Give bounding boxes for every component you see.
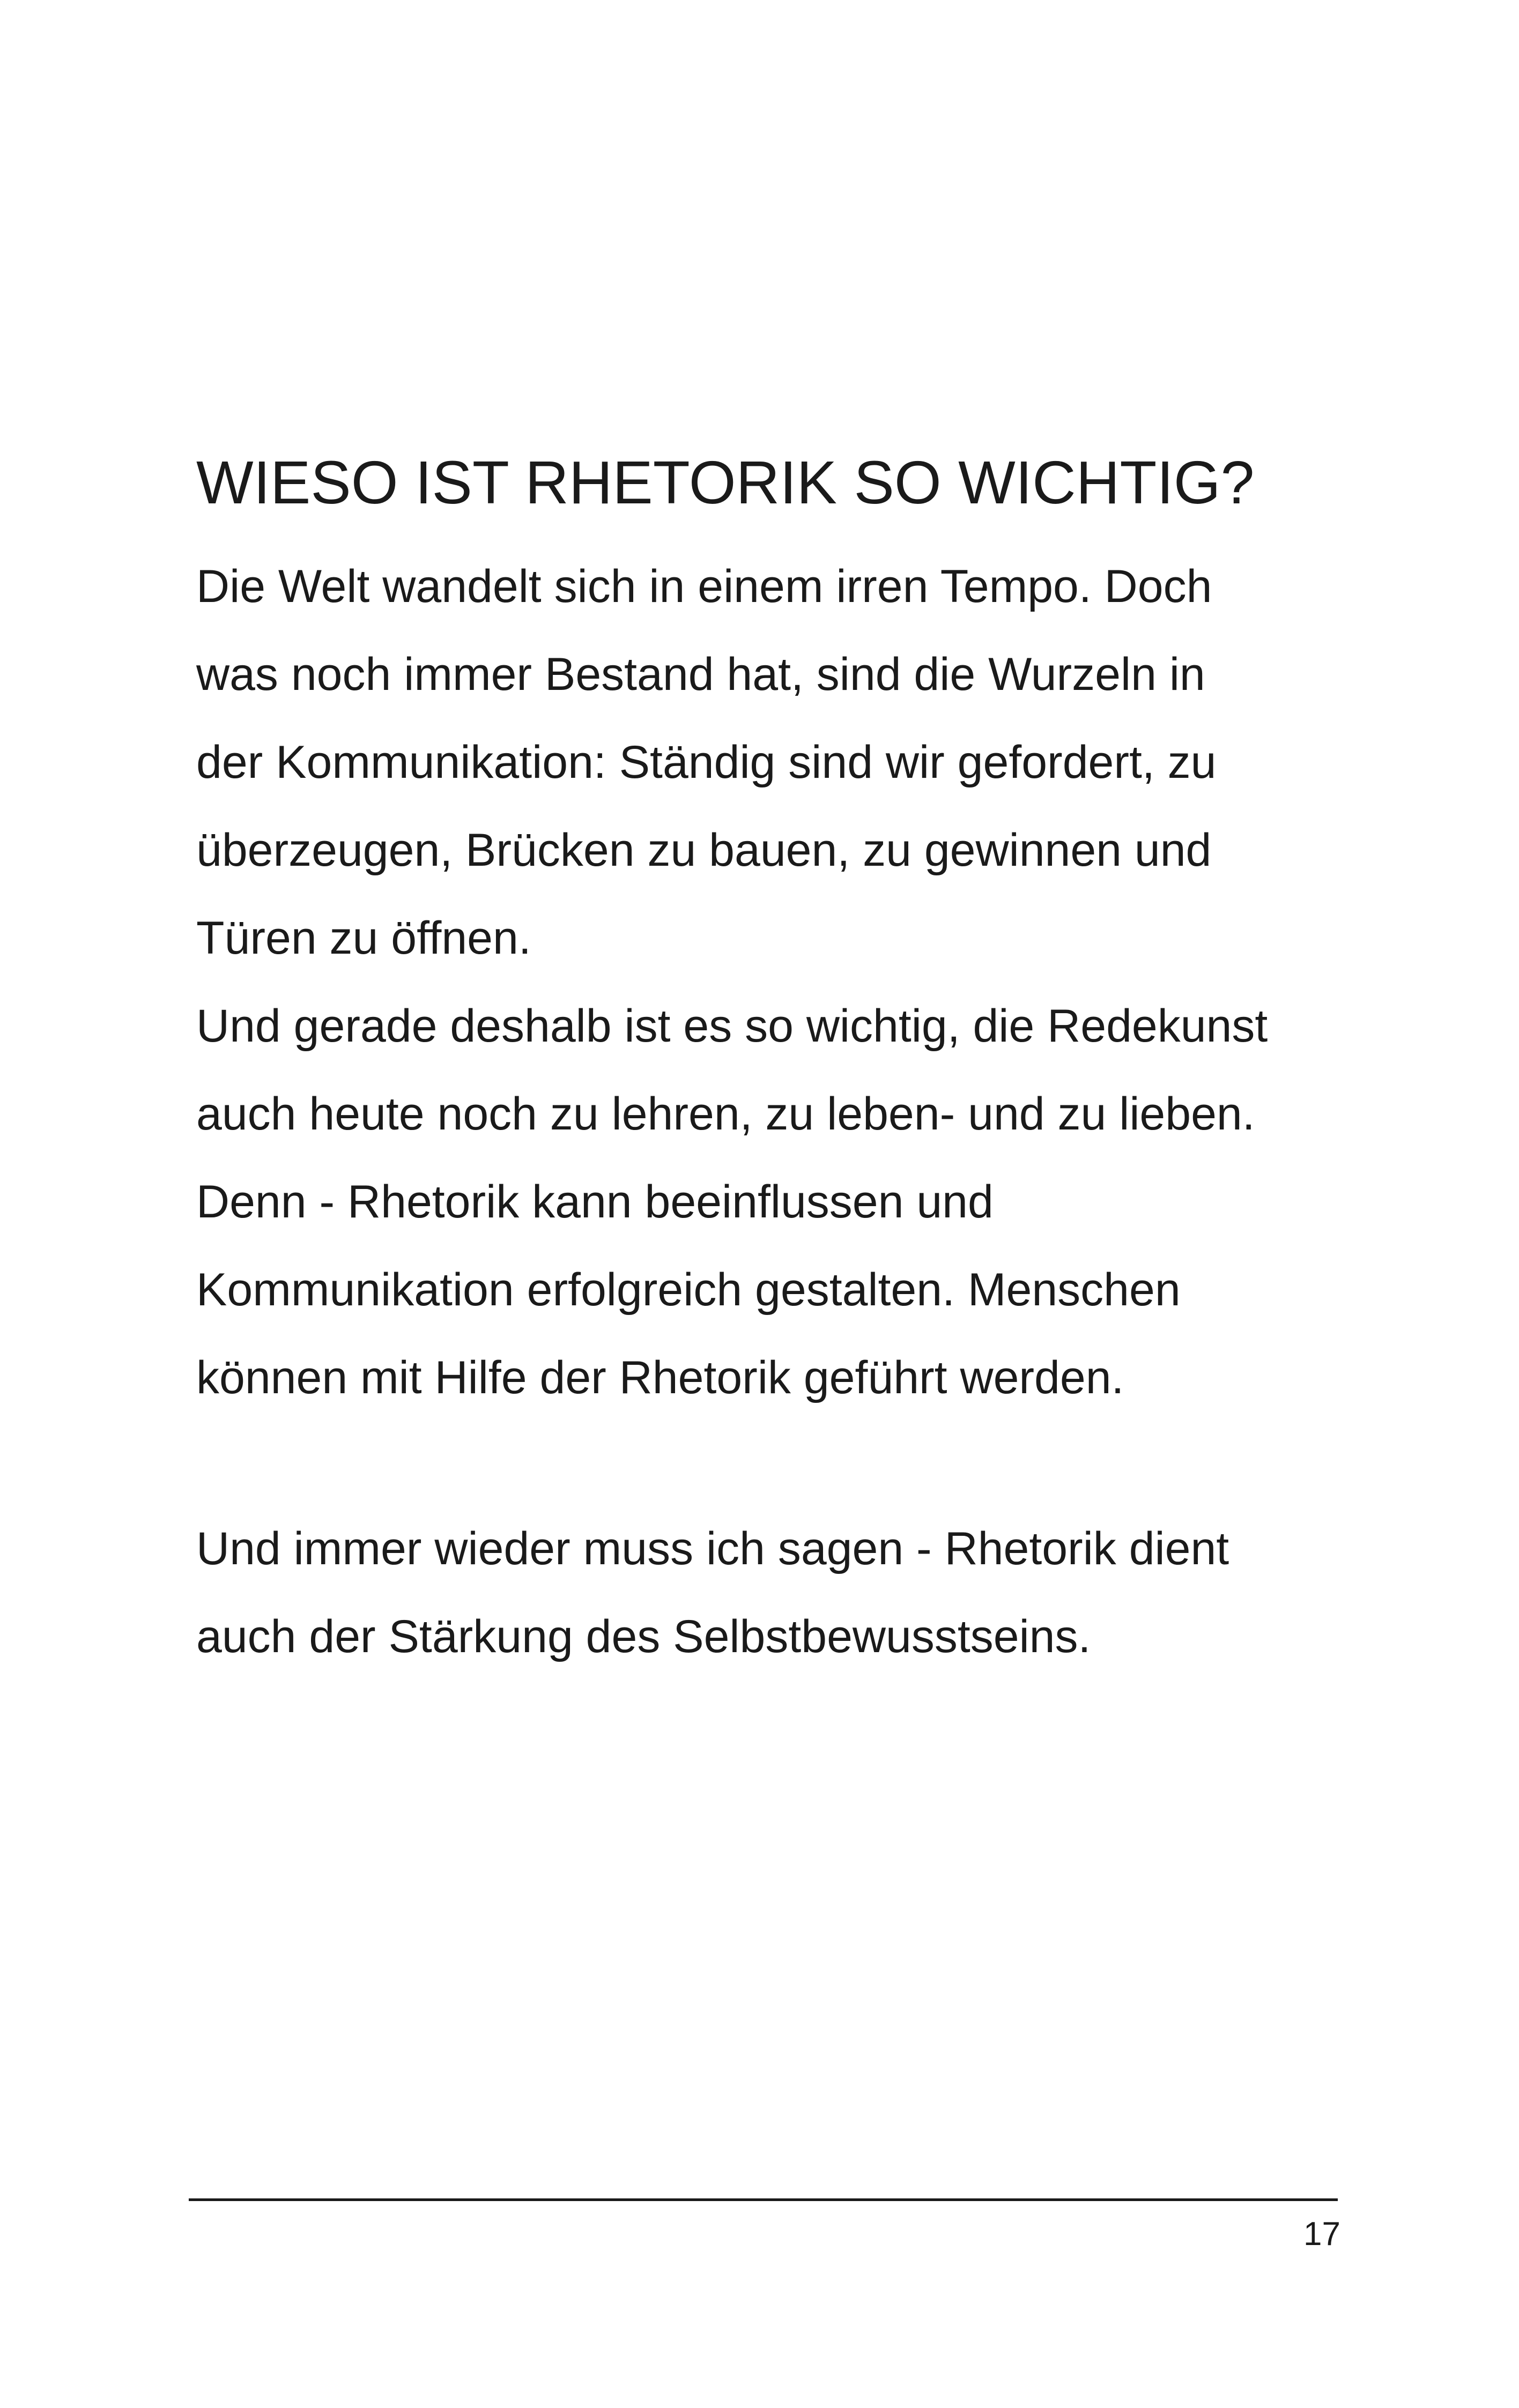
text-line: Und gerade deshalb ist es so wichtig, die Redekunst bbox=[196, 1000, 1268, 1052]
text-line: auch heute noch zu lehren, zu leben- und zu lieben. bbox=[196, 1088, 1255, 1140]
page-number: 17 bbox=[1303, 2216, 1340, 2253]
text-line: Türen zu öffnen. bbox=[196, 912, 531, 964]
text-line: überzeugen, Brücken zu bauen, zu gewinnen und bbox=[196, 824, 1212, 876]
text-line: Und immer wieder muss ich sagen - Rhetorik dient bbox=[196, 1523, 1229, 1574]
paragraph-2 bbox=[196, 1505, 1376, 1681]
text-line: Kommunikation erfolgreich gestalten. Menschen bbox=[196, 1264, 1181, 1316]
text-line: Denn - Rhetorik kann beeinflussen und bbox=[196, 1176, 994, 1228]
chapter-heading: WIESO IST RHETORIK SO WICHTIG? bbox=[196, 449, 1255, 516]
text-line: auch der Stärkung des Selbstbewusstseins. bbox=[196, 1611, 1091, 1662]
text-line: Die Welt wandelt sich in einem irren Tempo. Doch bbox=[196, 561, 1212, 612]
text-line: können mit Hilfe der Rhetorik geführt werden. bbox=[196, 1352, 1124, 1403]
footer-divider bbox=[189, 2198, 1338, 2201]
text-line: was noch immer Bestand hat, sind die Wurzeln in bbox=[196, 649, 1205, 700]
page-content bbox=[196, 445, 1365, 520]
paragraph-1 bbox=[196, 542, 1376, 1422]
text-line: der Kommunikation: Ständig sind wir gefordert, zu bbox=[196, 737, 1217, 788]
